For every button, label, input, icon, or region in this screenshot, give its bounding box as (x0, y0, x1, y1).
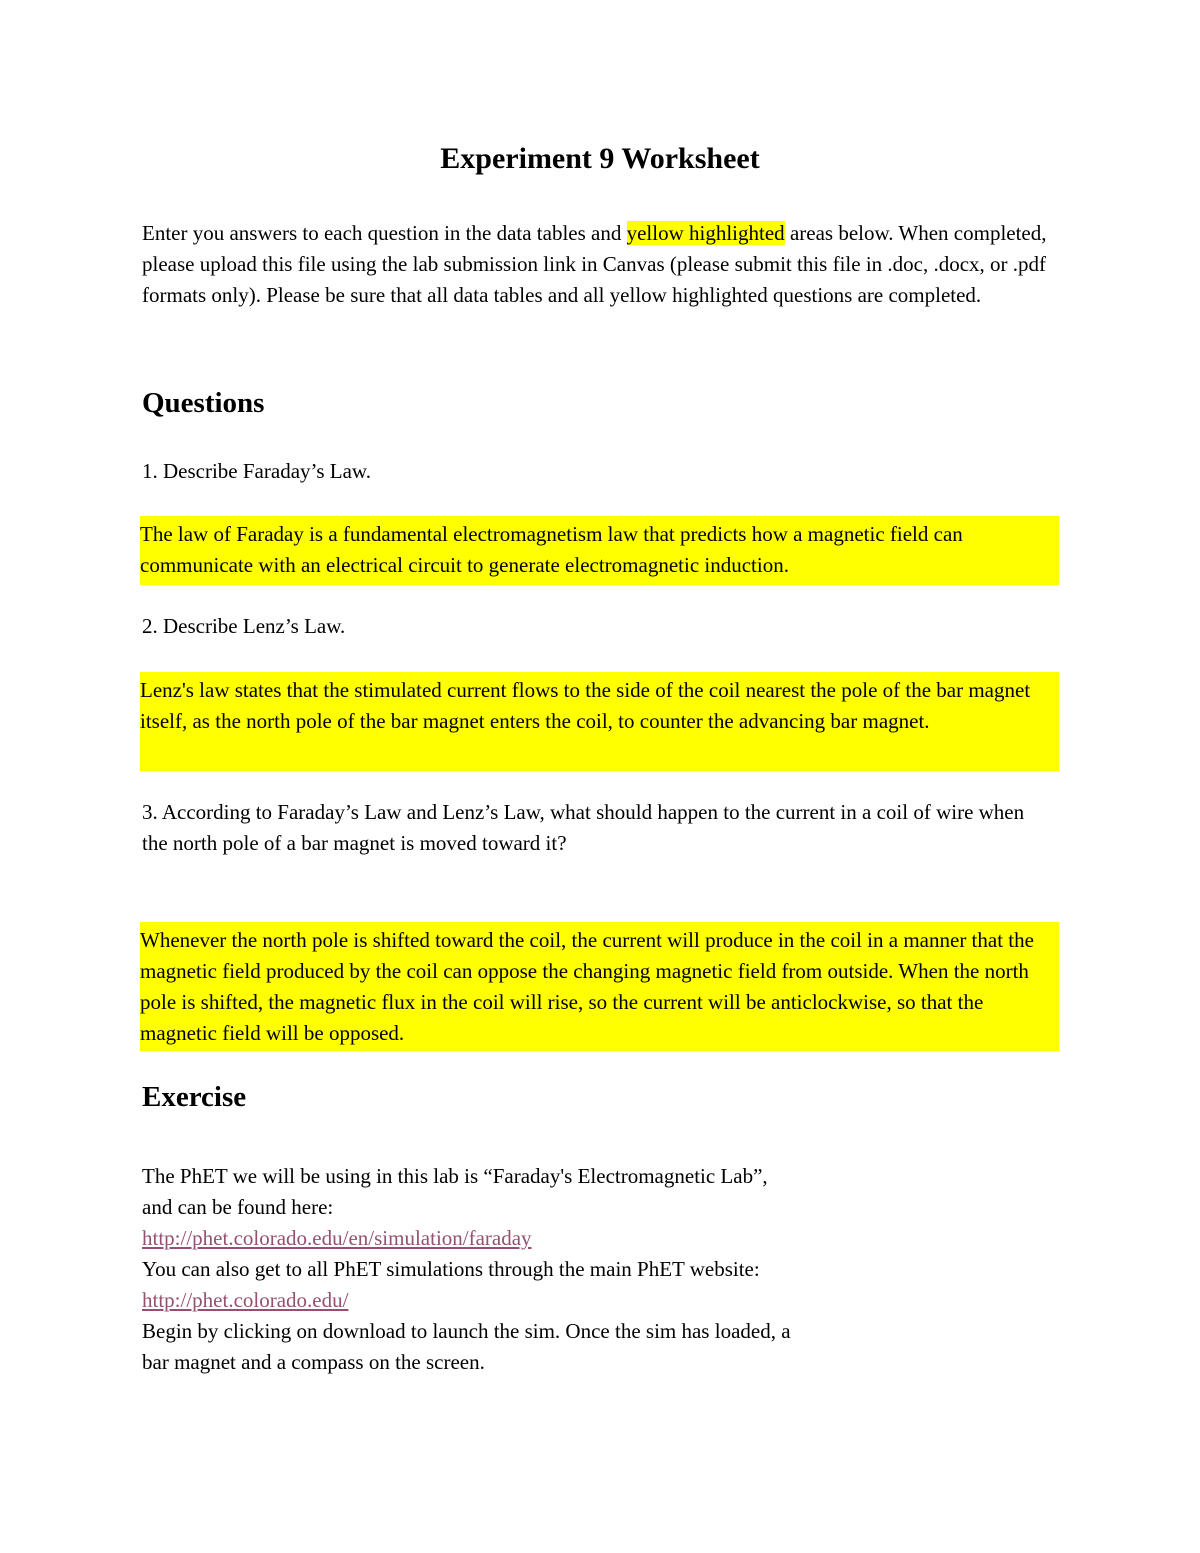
intro-text-before: Enter you answers to each question in the data tables and (142, 221, 627, 245)
questions-heading: Questions (142, 387, 265, 419)
exercise-paragraph-2: You can also get to all PhET simulations through the main PhET website: (142, 1257, 760, 1281)
question-3-prompt: 3. According to Faraday’s Law and Lenz’s Law, what should happen to the current in a coil of wire when the north pole of a bar magnet is moved toward it? (142, 800, 1025, 855)
question-2-prompt: 2. Describe Lenz’s Law. (142, 614, 346, 638)
exercise-block (142, 1161, 802, 1378)
intro-paragraph (142, 218, 1067, 311)
question-2-answer[interactable]: Lenz's law states that the stimulated current flows to the side of the coil nearest the pole of the bar magnet itself, as the north pole of the bar magnet enters the coil, to counter the advancing bar magnet. (140, 672, 1059, 771)
question-1-prompt: 1. Describe Faraday’s Law. (142, 459, 371, 483)
exercise-paragraph-3: Begin by clicking on download to launch the sim. Once the sim has loaded, a bar magnet and a compass on the screen. (142, 1319, 791, 1374)
question-3-answer[interactable]: Whenever the north pole is shifted toward the coil, the current will produce in the coil in a manner that the magnetic field produced by the coil can oppose the changing magnetic field from outside. When the north pole is shifted, the magnetic flux in the coil will rise, so the current will be anticlockwise, so that the magnetic field will be opposed. (140, 922, 1059, 1051)
intro-highlight: yellow highlighted (626, 221, 785, 245)
question-1-answer[interactable]: The law of Faraday is a fundamental electromagnetism law that predicts how a magnetic field can communicate with an electrical circuit to generate electromagnetic induction. (140, 516, 1059, 585)
intro-text-after: areas below. When completed, please upload this file using the lab submission link in Canvas (please submit this file in .doc, .docx, or .pdf formats only). Please be sure that all data tables and all yellow highlighted questions are completed. (142, 221, 1047, 307)
phet-home-link[interactable]: http://phet.colorado.edu/ (142, 1288, 349, 1312)
faraday-sim-link[interactable]: http://phet.colorado.edu/en/simulation/faraday (142, 1226, 532, 1250)
exercise-paragraph-1: The PhET we will be using in this lab is “Faraday's Electromagnetic Lab”, and can be found here: (142, 1164, 768, 1219)
page-title: Experiment 9 Worksheet (440, 142, 760, 175)
exercise-heading: Exercise (142, 1081, 247, 1113)
